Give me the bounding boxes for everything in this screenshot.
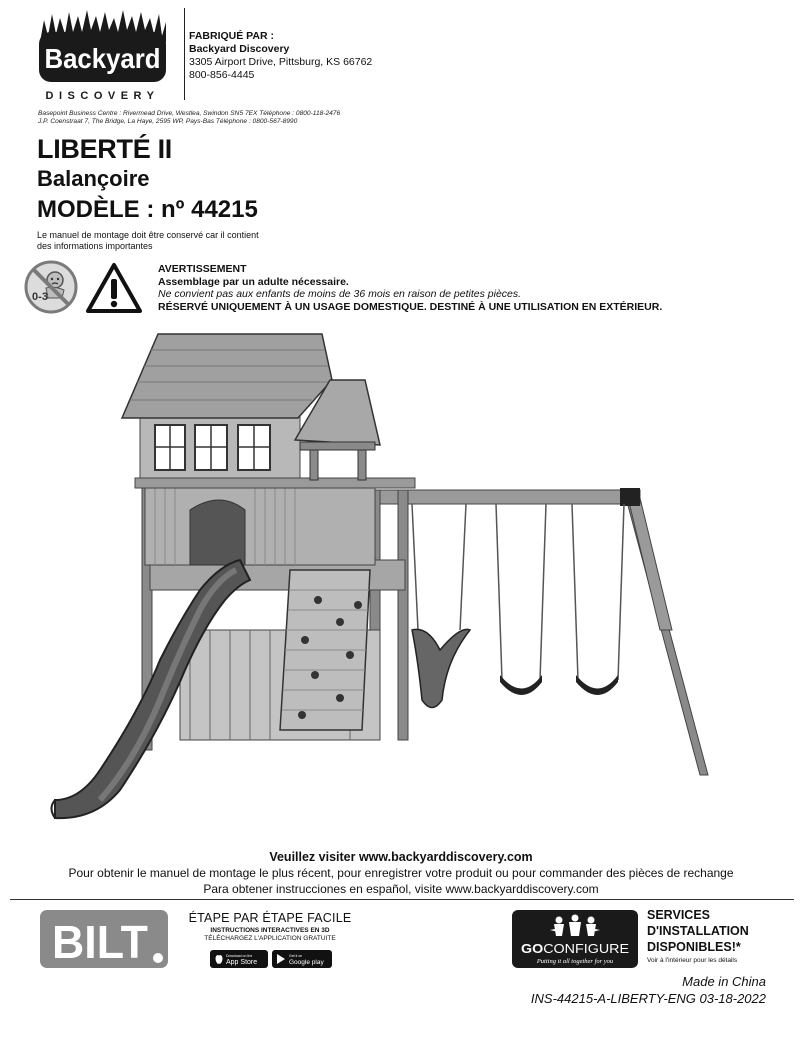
header-divider [184,8,185,100]
visit-website: Veuillez visiter www.backyarddiscovery.com [269,850,533,864]
configure-text: CONFIGURE [543,942,619,956]
google-play-label: Google play [289,959,324,966]
warning-line-2: Ne convient pas aux enfants de moins de 36 mois en raison de petites pièces. [158,288,522,300]
google-play-badge[interactable] [272,950,332,968]
playset-illustration [40,330,740,835]
manufacturer-block [189,30,372,82]
logo-word: Backyard [44,43,161,74]
made-in: Made in China [682,974,766,989]
keep-note-line-1: Le manuel de montage doit être conservé car il contient [37,230,259,240]
bilt-interactive: INSTRUCTIONS INTERACTIVES EN 3D [210,927,330,934]
spanish-note: Para obtener instrucciones en español, visite www.backyarddiscovery.com [203,882,599,896]
google-play-small: Get it on [289,954,303,958]
app-store-label: App Store [226,959,258,966]
keep-note-line-2: des informations importantes [37,241,153,251]
warning-line-3: RÉSERVÉ UNIQUEMENT À UN USAGE DOMESTIQUE. DESTINÉ À UNE UTILISATION EN EXTÉRIEUR. [158,300,663,313]
footer-divider [10,899,794,900]
not-for-under-3-icon [24,260,78,314]
warning-line-1: Assemblage par un adulte nécessaire. [158,275,349,288]
document-code: INS-44215-A-LIBERTY-ENG 03-18-2022 [530,991,766,1006]
services-detail: Voir à l'intérieur pour les détails [647,957,738,964]
app-store-badge[interactable] [210,950,268,968]
maker-address: 3305 Airport Drive, Pittsburg, KS 66762 [189,56,373,68]
logo-sub: DISCOVERY [45,90,160,102]
eu-address-nl: J.P. Coenstraat 7, The Bridge, La Haye, 2595 WP, Pays-Bas Téléphone : 0800-567-8990 [38,118,298,125]
bilt-logo [40,910,168,968]
product-model: MODÈLE : nº 44215 [37,196,258,223]
maker-phone: 800-856-4445 [189,69,255,81]
goconfigure-tagline: Putting it all together for you [536,958,614,965]
installation-services [647,907,797,955]
maker-label: FABRIQUÉ PAR : [189,30,274,42]
bilt-logo-text: BILT [52,916,148,968]
age-label: 0-3 [32,291,48,303]
maker-company: Backyard Discovery [189,43,290,55]
bilt-step-by-step: ÉTAPE PAR ÉTAPE FACILE [188,911,352,925]
goconfigure-logo [512,910,638,968]
eu-address-uk: Basepoint Business Centre : Rivermead Drive, Westlea, Swindon SN5 7EX Téléphone : 0800-118-2476 [38,110,341,117]
app-store-small: Download on the [226,954,253,958]
bilt-download: TÉLÉCHARGEZ L'APPLICATION GRATUITE [204,935,336,942]
services-line-1: SERVICES [647,908,710,922]
svg-text:GOCONFIGURE [521,942,629,956]
go-text: GO [521,942,541,956]
backyard-discovery-logo [38,8,168,104]
product-type: Balançoire [37,166,150,191]
eu-addresses [38,110,340,126]
manual-note: Pour obtenir le manuel de montage le plus récent, pour enregistrer votre produit ou pour commander des pièces de rechange [68,866,734,880]
services-line-3: DISPONIBLES!* [647,940,741,954]
services-line-2: D'INSTALLATION [647,924,749,938]
warning-triangle-icon [85,262,143,314]
warning-title: AVERTISSEMENT [158,263,247,275]
warning-block [158,263,662,313]
keep-manual-note [37,230,317,252]
people-icon [550,915,600,937]
product-name: LIBERTÉ II [37,134,173,164]
